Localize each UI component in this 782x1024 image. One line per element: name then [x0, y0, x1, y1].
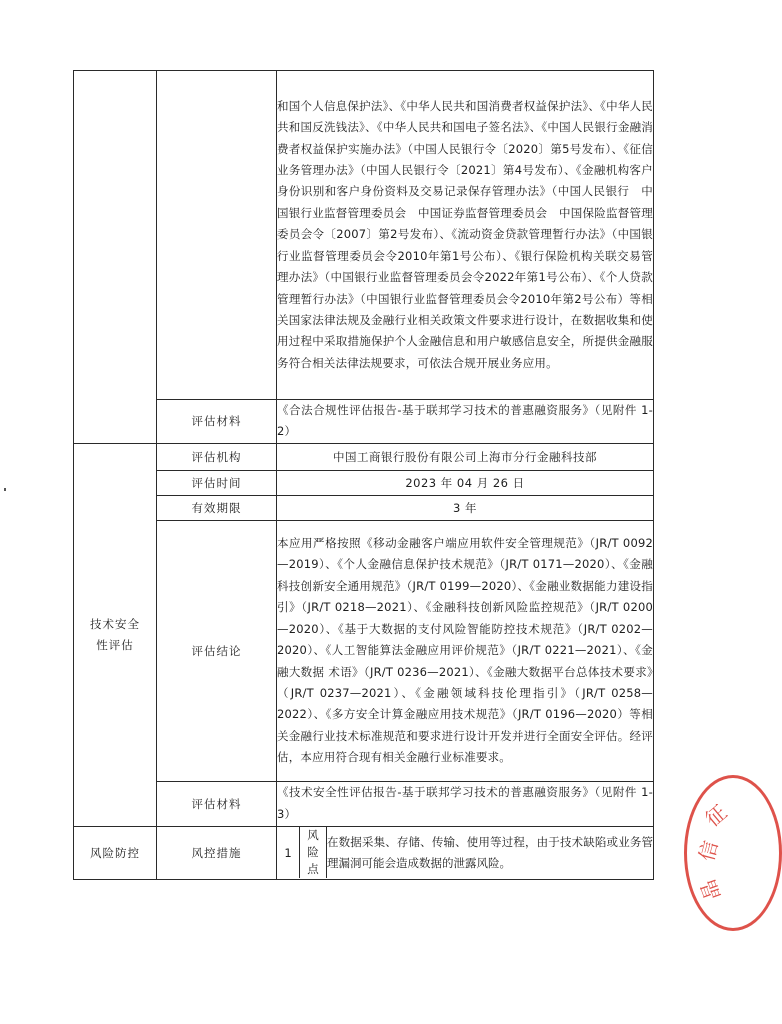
risk-item-table	[277, 827, 653, 878]
tech-validity-label: 有效期限	[157, 495, 277, 520]
seal-char-2: 信	[694, 838, 723, 864]
seal-char-1: 征	[700, 800, 732, 832]
legal-materials-row	[74, 400, 654, 444]
tech-time-value: 2023 年 04 月 26 日	[277, 470, 654, 495]
legal-basis-label-cell	[157, 71, 277, 400]
tech-section-label-text: 技术安全性评估	[90, 616, 140, 652]
tech-validity-row	[74, 495, 654, 520]
risk-row	[74, 826, 654, 879]
risk-measures-label: 风控措施	[157, 826, 277, 879]
tech-time-row	[74, 470, 654, 495]
risk-item-cell	[277, 826, 654, 879]
legal-basis-row	[74, 71, 654, 400]
legal-materials-value: 《合法合规性评估报告-基于联邦学习技术的普惠融资服务》（见附件 1-2）	[277, 400, 654, 444]
tech-conclusion-row	[74, 520, 654, 781]
tech-conclusion-label: 评估结论	[157, 520, 277, 781]
tech-section-label	[74, 443, 157, 826]
tech-time-label: 评估时间	[157, 470, 277, 495]
risk-section-label: 风险防控	[74, 826, 157, 879]
legal-basis-paragraph: 和国个人信息保护法》、《中华人民共和国消费者权益保护法》、《中华人民共和国反洗钱法》、《中华人民共和国电子签名法》、《中国人民银行金融消费者权益保护实施办法》（中国人民银行令〔2020〕第5号发布）、《征信业务管理办法》（中国人民银行令〔2021〕第4号发布）、《金融机构客户身份识别和客户身份资料及交易记录保存管理办法》（中国人民银行 中国银行业监督管理委员会 中国证券监督管理委员会 中国保险监督管理委员会令〔2007〕第2号发布）、《流动资金贷款管理暂行办法》（中国银行业监督管理委员会令2010年第1号公布）、《银行保险机构关联交易管理办法》（中国银行业监督管理委员会令2022年第1号公布）、《个人贷款管理暂行办法》（中国银行业监督管理委员会令2010年第2号公布）等相关国家法律法规及金融行业相关政策文件要求进行设计，在数据收集和使用过程中采取措施保护个人金融信息和用户敏感信息安全，所提供金融服务符合相关法律法规要求，可依法合规开展业务应用。	[277, 71, 654, 400]
risk-item-text: 在数据采集、存储、传输、使用等过程，由于技术缺陷或业务管理漏洞可能会造成数据的泄露风险。	[327, 834, 653, 870]
evaluation-table	[73, 70, 654, 880]
tech-org-label: 评估机构	[157, 443, 277, 470]
tech-org-row	[74, 443, 654, 470]
tech-materials-label: 评估材料	[157, 781, 277, 826]
tech-org-value: 中国工商银行股份有限公司上海市分行金融科技部	[277, 443, 654, 470]
tech-conclusion-value: 本应用严格按照《移动金融客户端应用软件安全管理规范》（JR/T 0092—2019）、《个人金融信息保护技术规范》（JR/T 0171—2020）、《金融科技创新安全通用规范》（JR/T 0199—2020）、《金融业数据能力建设指引》（JR/T 0218—2021）、《金融科技创新风险监控规范》（JR/T 0200—2020）、《基于大数据的支付风险智能防控技术规范》（JR/T 0202—2020）、《人工智能算法金融应用评价规范》（JR/T 0221—2021）、《金融大数据 术语》（JR/T 0236—2021）、《金融大数据平台总体技术要求》（JR/T 0237—2021）、《金融领域科技伦理指引》（JR/T 0258—2022）、《多方安全计算金融应用技术规范》（JR/T 0196—2020）等相关金融行业技术标准规范和要求进行设计开发并进行全面安全评估。经评估，本应用符合现有相关金融行业标准要求。	[277, 520, 654, 781]
tech-materials-value: 《技术安全性评估报告-基于联邦学习技术的普惠融资服务》（见附件 1-3）	[277, 781, 654, 826]
tech-materials-row	[74, 781, 654, 826]
legal-materials-label: 评估材料	[157, 400, 277, 444]
risk-item-number: 1	[277, 827, 300, 878]
seal-char-3: 晶	[695, 876, 726, 904]
legal-section-cell	[74, 71, 157, 444]
official-seal-stamp	[684, 775, 782, 931]
scan-edge-mark	[4, 488, 6, 491]
risk-item-type	[300, 827, 327, 878]
tech-validity-value: 3 年	[277, 495, 654, 520]
risk-item-type-text: 风险点	[307, 828, 319, 877]
